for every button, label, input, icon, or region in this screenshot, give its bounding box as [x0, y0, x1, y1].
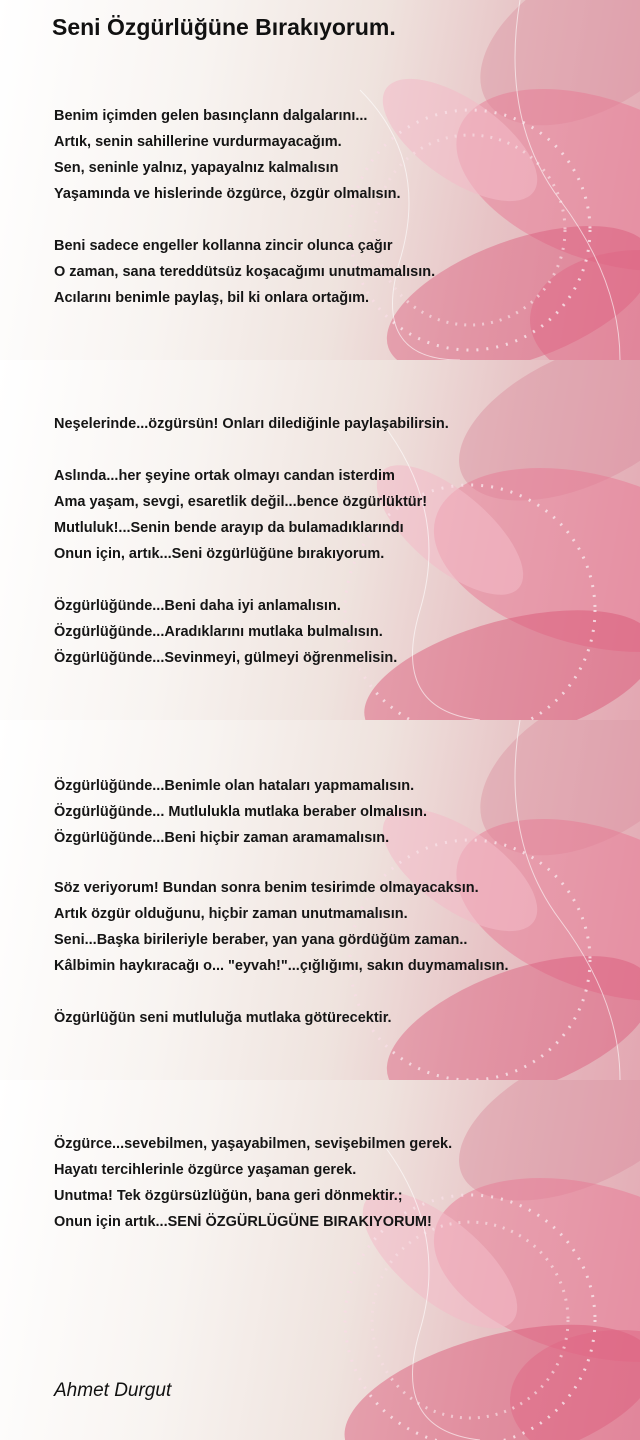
stanza: [54, 875, 509, 979]
poem-line: Özgürce...sevebilmen, yaşayabilmen, sevişebilmen gerek.: [54, 1136, 453, 1152]
poem-line: Özgürlüğünde...Beni hiçbir zaman aramamalısın.: [54, 830, 390, 846]
poem-line: Kâlbimin haykıracağı o... "eyvah!"...çığlığımı, sakın duymamalısın.: [54, 958, 509, 974]
stanza: [54, 411, 449, 437]
poem-line: Benim içimden gelen basınçlann dalgalarını...: [54, 108, 368, 124]
stanza: [54, 1131, 452, 1235]
poem-line: Yaşamında ve hislerinde özgürce, özgür olmalısın.: [54, 186, 401, 202]
poem-line: Özgürlüğünde... Mutlulukla mutlaka beraber olmalısın.: [54, 804, 428, 820]
poem-line: Hayatı tercihlerinle özgürce yaşaman gerek.: [54, 1162, 357, 1178]
stanza: [54, 1005, 392, 1031]
poem-line: Onun için artık...SENİ ÖZGÜRLÜGÜNE BIRAKIYORUM!: [54, 1214, 432, 1230]
poem-line: Özgürlüğün seni mutluluğa mutlaka götürecektir.: [54, 1010, 392, 1026]
stanza: [54, 463, 427, 567]
poem-line: Neşelerinde...özgürsün! Onları dilediğinle paylaşabilirsin.: [54, 416, 449, 432]
poem-line: Ama yaşam, sevgi, esaretlik değil...bence özgürlüktür!: [54, 494, 428, 510]
stanza: [54, 593, 397, 671]
author-signature: Ahmet Durgut: [54, 1380, 172, 1401]
poem-line: Özgürlüğünde...Benimle olan hataları yapmamalısın.: [54, 778, 415, 794]
stanza: [54, 103, 401, 207]
stanza: [54, 773, 427, 851]
poem-line: O zaman, sana tereddütsüz koşacağımı unutmamalısın.: [54, 264, 436, 280]
poem-title: Seni Özgürlüğüne Bırakıyorum.: [52, 14, 396, 40]
poem-line: Söz veriyorum! Bundan sonra benim tesirimde olmayacaksın.: [54, 880, 479, 896]
poem-line: Mutluluk!...Senin bende arayıp da bulamadıklarındı: [54, 520, 404, 536]
background-panel: [0, 720, 640, 1080]
poem-line: Beni sadece engeller kollanna zincir olunca çağır: [54, 238, 393, 254]
poem-line: Artık özgür olduğunu, hiçbir zaman unutmamalısın.: [54, 906, 408, 922]
poem-line: Acılarını benimle paylaş, bil ki onlara ortağım.: [54, 290, 370, 306]
poem-line: Özgürlüğünde...Sevinmeyi, gülmeyi öğrenmelisin.: [54, 650, 398, 666]
background-panel: [0, 0, 640, 360]
poem-line: Seni...Başka birileriyle beraber, yan yana gördüğüm zaman..: [54, 932, 468, 948]
poem-line: Aslında...her şeyine ortak olmayı candan isterdim: [54, 468, 395, 484]
poem-line: Sen, seninle yalnız, yapayalnız kalmalısın: [54, 160, 339, 176]
background-panel: [0, 360, 640, 720]
stanza: [54, 233, 435, 311]
poem-line: Özgürlüğünde...Beni daha iyi anlamalısın.: [54, 598, 341, 614]
poem-line: Özgürlüğünde...Aradıklarını mutlaka bulmalısın.: [54, 624, 383, 640]
poem-line: Onun için, artık...Seni özgürlüğüne bırakıyorum.: [54, 546, 385, 562]
poem-line: Artık, senin sahillerine vurdurmayacağım.: [54, 134, 342, 150]
poem-line: Unutma! Tek özgürsüzlüğün, bana geri dönmektir.;: [54, 1188, 403, 1204]
